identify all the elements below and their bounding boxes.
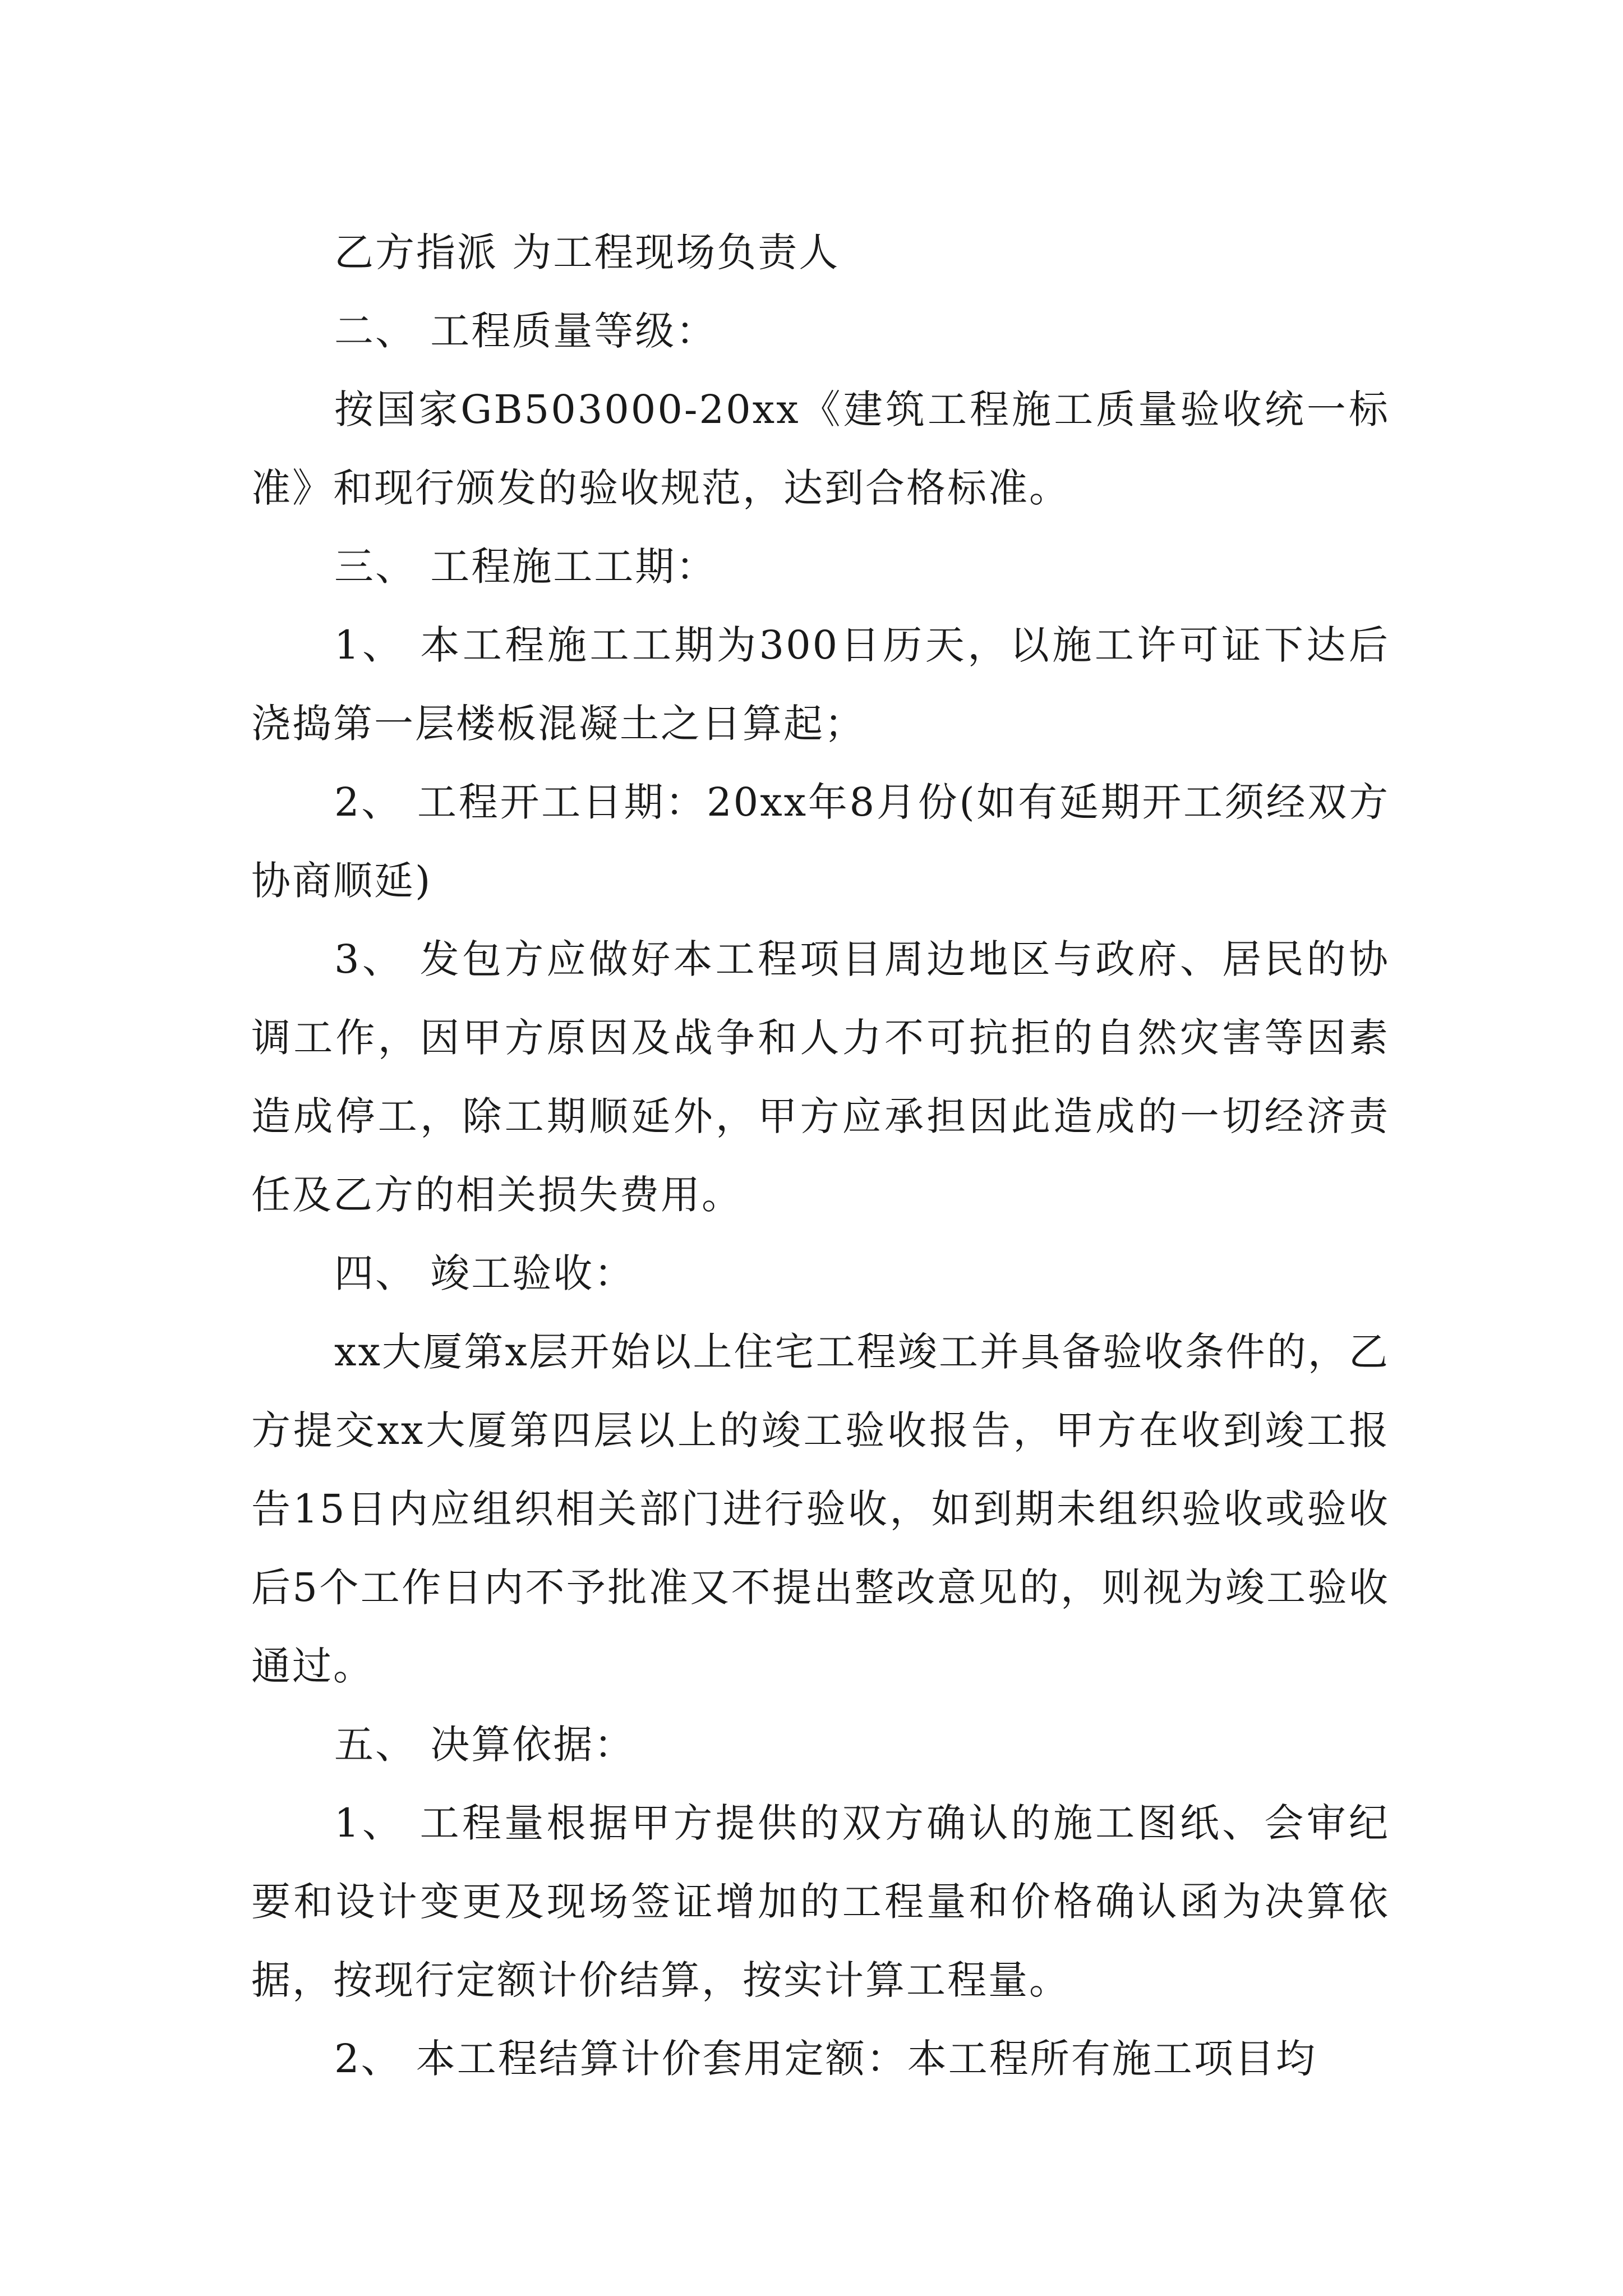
heading-completion-acceptance: 四、 竣工验收： [334,1250,635,1296]
paragraph-settlement-1: 1、 工程量根据甲方提供的双方确认的施工图纸、会审纪要和设计变更及现场签证增加的工程量和价格确认函为决算依据，按现行定额计价结算，按实计算工程量。 [251,1800,1390,2003]
document-body [251,213,1390,2098]
paragraph-settlement-2: 2、 本工程结算计价套用定额：本工程所有施工项目均 [334,2036,1317,2082]
heading-settlement-basis: 五、 决算依据： [334,1722,635,1768]
paragraph-acceptance: xx大厦第x层开始以上住宅工程竣工并具备验收条件的，乙方提交xx大厦第四层以上的竣工验收报告，甲方在收到竣工报告15日内应组织相关部门进行验收，如到期未组织验收或验收后5个工作日内不予批准又不提出整改意见的，则视为竣工验收通过。 [251,1329,1390,1689]
paragraph-quality-standard: 按国家GB503000-20xx《建筑工程施工质量验收统一标准》和现行颁发的验收规范，达到合格标准。 [251,386,1390,511]
paragraph-site-manager: 乙方指派 为工程现场负责人 [334,229,840,275]
paragraph-period-3: 3、 发包方应做好本工程项目周边地区与政府、居民的协调工作，因甲方原因及战争和人力不可抗拒的自然灾害等因素造成停工，除工期顺延外，甲方应承担因此造成的一切经济责任及乙方的相关损失费用。 [251,936,1390,1218]
heading-construction-period: 三、 工程施工工期： [334,544,717,590]
paragraph-period-2: 2、 工程开工日期：20xx年8月份(如有延期开工须经双方协商顺延) [251,779,1390,904]
heading-quality-grade: 二、 工程质量等级： [334,308,717,354]
paragraph-period-1: 1、 本工程施工工期为300日历天，以施工许可证下达后浇捣第一层楼板混凝土之日算起； [251,622,1390,747]
